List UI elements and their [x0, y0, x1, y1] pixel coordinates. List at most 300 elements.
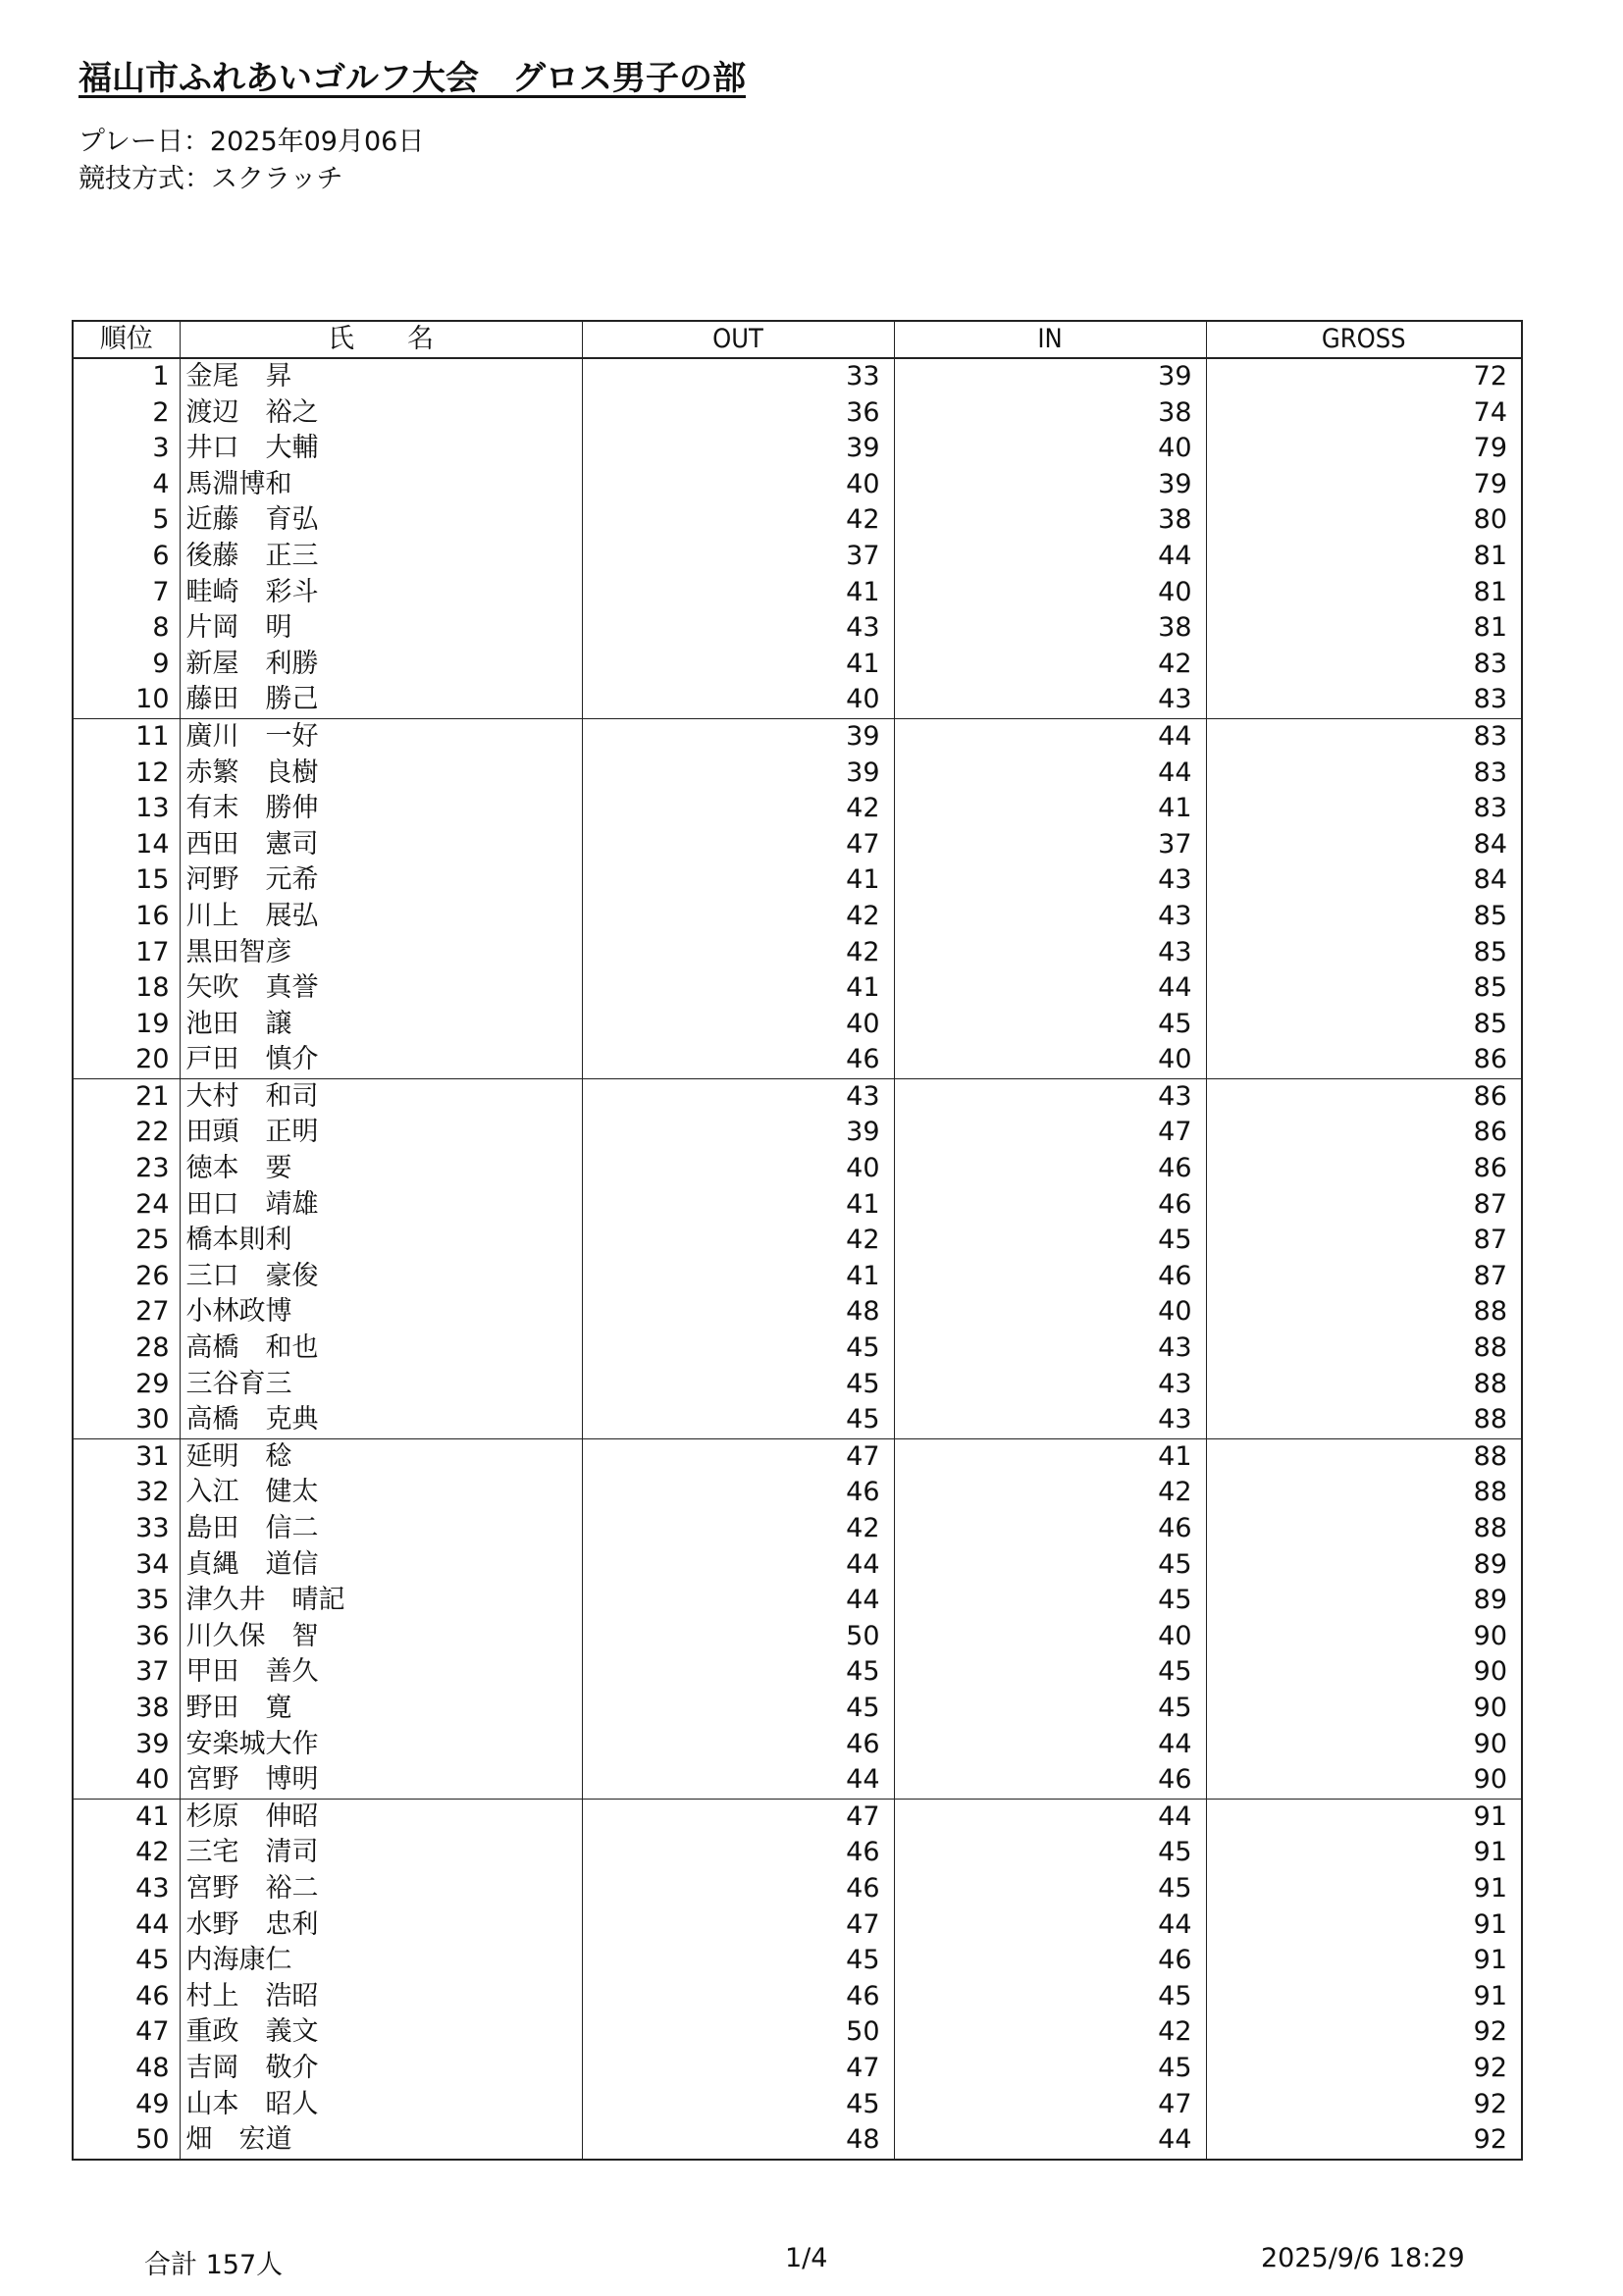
cell-rank: 23: [73, 1151, 180, 1187]
cell-name: 宮野 裕二: [180, 1871, 582, 1907]
cell-name: 畦崎 彩斗: [180, 575, 582, 611]
cell-out: 50: [582, 2014, 894, 2051]
cell-name: 小林政博: [180, 1294, 582, 1331]
cell-rank: 22: [73, 1115, 180, 1151]
table-row: [73, 1259, 1522, 1295]
cell-out: 40: [582, 1007, 894, 1043]
cell-name: 近藤 育弘: [180, 502, 582, 539]
cell-gross: 84: [1206, 827, 1522, 863]
cell-gross: 72: [1206, 358, 1522, 395]
cell-name: 大村 和司: [180, 1078, 582, 1115]
cell-name: 重政 義文: [180, 2014, 582, 2051]
cell-gross: 81: [1206, 575, 1522, 611]
table-row: [73, 1799, 1522, 1835]
cell-name: 延明 稔: [180, 1438, 582, 1475]
table-header-row: [73, 321, 1522, 358]
cell-in: 38: [894, 610, 1206, 647]
table-row: [73, 827, 1522, 863]
cell-gross: 83: [1206, 647, 1522, 683]
cell-name: 河野 元希: [180, 862, 582, 899]
table-row: [73, 899, 1522, 935]
cell-out: 45: [582, 2087, 894, 2123]
cell-name: 片岡 明: [180, 610, 582, 647]
table-row: [73, 1115, 1522, 1151]
cell-in: 46: [894, 1151, 1206, 1187]
cell-in: 45: [894, 1654, 1206, 1691]
cell-name: 甲田 善久: [180, 1654, 582, 1691]
cell-name: 黒田智彦: [180, 935, 582, 971]
cell-rank: 24: [73, 1187, 180, 1224]
cell-out: 45: [582, 1402, 894, 1438]
cell-out: 33: [582, 358, 894, 395]
cell-rank: 50: [73, 2122, 180, 2160]
cell-in: 40: [894, 1294, 1206, 1331]
cell-out: 43: [582, 1078, 894, 1115]
document-title: 福山市ふれあいゴルフ大会 グロス男子の部: [79, 59, 746, 98]
cell-in: 38: [894, 502, 1206, 539]
cell-rank: 30: [73, 1402, 180, 1438]
cell-name: 渡辺 裕之: [180, 395, 582, 432]
cell-rank: 7: [73, 575, 180, 611]
cell-rank: 49: [73, 2087, 180, 2123]
cell-in: 37: [894, 827, 1206, 863]
cell-gross: 87: [1206, 1259, 1522, 1295]
cell-in: 43: [894, 1367, 1206, 1403]
cell-rank: 29: [73, 1367, 180, 1403]
cell-gross: 91: [1206, 1907, 1522, 1944]
cell-gross: 79: [1206, 431, 1522, 467]
cell-rank: 33: [73, 1511, 180, 1547]
cell-rank: 25: [73, 1223, 180, 1259]
cell-in: 44: [894, 1907, 1206, 1944]
cell-gross: 91: [1206, 1835, 1522, 1871]
table-row: [73, 610, 1522, 647]
table-row: [73, 970, 1522, 1007]
cell-out: 41: [582, 1187, 894, 1224]
table-row: [73, 935, 1522, 971]
cell-gross: 87: [1206, 1223, 1522, 1259]
page-number: 1/4: [785, 2243, 828, 2273]
cell-out: 47: [582, 2051, 894, 2087]
cell-name: 池田 譲: [180, 1007, 582, 1043]
cell-out: 41: [582, 970, 894, 1007]
cell-gross: 88: [1206, 1331, 1522, 1367]
table-row: [73, 1762, 1522, 1799]
table-row: [73, 1367, 1522, 1403]
header-name: 氏 名: [180, 321, 582, 358]
cell-name: 内海康仁: [180, 1943, 582, 1979]
cell-out: 50: [582, 1619, 894, 1655]
cell-rank: 26: [73, 1259, 180, 1295]
cell-rank: 8: [73, 610, 180, 647]
cell-name: 高橋 克典: [180, 1402, 582, 1438]
cell-gross: 90: [1206, 1691, 1522, 1727]
cell-rank: 9: [73, 647, 180, 683]
cell-out: 42: [582, 935, 894, 971]
cell-in: 40: [894, 1619, 1206, 1655]
cell-gross: 90: [1206, 1762, 1522, 1799]
cell-gross: 79: [1206, 467, 1522, 503]
table-row: [73, 682, 1522, 718]
cell-rank: 2: [73, 395, 180, 432]
cell-gross: 91: [1206, 1943, 1522, 1979]
cell-name: 西田 憲司: [180, 827, 582, 863]
cell-in: 42: [894, 1475, 1206, 1511]
cell-rank: 39: [73, 1727, 180, 1763]
cell-name: 野田 寛: [180, 1691, 582, 1727]
table-row: [73, 2051, 1522, 2087]
cell-rank: 20: [73, 1042, 180, 1078]
cell-name: 山本 昭人: [180, 2087, 582, 2123]
cell-in: 40: [894, 1042, 1206, 1078]
cell-gross: 88: [1206, 1438, 1522, 1475]
cell-out: 47: [582, 827, 894, 863]
cell-name: 杉原 伸昭: [180, 1799, 582, 1835]
cell-name: 田口 靖雄: [180, 1187, 582, 1224]
cell-out: 46: [582, 1871, 894, 1907]
table-row: [73, 539, 1522, 575]
cell-name: 徳本 要: [180, 1151, 582, 1187]
cell-in: 46: [894, 1943, 1206, 1979]
cell-rank: 42: [73, 1835, 180, 1871]
cell-in: 44: [894, 539, 1206, 575]
cell-name: 安楽城大作: [180, 1727, 582, 1763]
cell-rank: 32: [73, 1475, 180, 1511]
cell-gross: 83: [1206, 791, 1522, 827]
cell-gross: 88: [1206, 1402, 1522, 1438]
cell-out: 46: [582, 1979, 894, 2015]
cell-out: 42: [582, 1511, 894, 1547]
cell-in: 43: [894, 935, 1206, 971]
cell-gross: 84: [1206, 862, 1522, 899]
cell-in: 40: [894, 431, 1206, 467]
table-row: [73, 2014, 1522, 2051]
cell-gross: 80: [1206, 502, 1522, 539]
cell-out: 41: [582, 862, 894, 899]
cell-rank: 18: [73, 970, 180, 1007]
cell-name: 金尾 昇: [180, 358, 582, 395]
cell-rank: 37: [73, 1654, 180, 1691]
cell-name: 三宅 清司: [180, 1835, 582, 1871]
results-table: [72, 320, 1523, 2161]
cell-name: 赤繁 良樹: [180, 756, 582, 792]
cell-gross: 85: [1206, 970, 1522, 1007]
table-row: [73, 2122, 1522, 2160]
cell-name: 矢吹 真誉: [180, 970, 582, 1007]
cell-in: 45: [894, 1007, 1206, 1043]
cell-out: 46: [582, 1475, 894, 1511]
table-row: [73, 1691, 1522, 1727]
cell-rank: 28: [73, 1331, 180, 1367]
cell-out: 41: [582, 1259, 894, 1295]
table-row: [73, 1331, 1522, 1367]
cell-gross: 89: [1206, 1547, 1522, 1584]
cell-in: 44: [894, 718, 1206, 755]
cell-name: 馬淵博和: [180, 467, 582, 503]
table-row: [73, 1007, 1522, 1043]
cell-in: 39: [894, 467, 1206, 503]
cell-in: 38: [894, 395, 1206, 432]
cell-gross: 92: [1206, 2122, 1522, 2160]
cell-name: 畑 宏道: [180, 2122, 582, 2160]
table-row: [73, 1438, 1522, 1475]
cell-out: 45: [582, 1367, 894, 1403]
cell-in: 42: [894, 2014, 1206, 2051]
cell-out: 42: [582, 1223, 894, 1259]
cell-name: 田頭 正明: [180, 1115, 582, 1151]
cell-gross: 88: [1206, 1475, 1522, 1511]
cell-out: 41: [582, 575, 894, 611]
table-row: [73, 1727, 1522, 1763]
cell-gross: 88: [1206, 1367, 1522, 1403]
cell-gross: 92: [1206, 2087, 1522, 2123]
table-row: [73, 647, 1522, 683]
cell-out: 46: [582, 1727, 894, 1763]
cell-name: 吉岡 敬介: [180, 2051, 582, 2087]
cell-out: 40: [582, 467, 894, 503]
table-row: [73, 2087, 1522, 2123]
cell-name: 廣川 一好: [180, 718, 582, 755]
header-gross: GROSS: [1206, 321, 1522, 358]
table-row: [73, 1078, 1522, 1115]
cell-rank: 27: [73, 1294, 180, 1331]
cell-name: 新屋 利勝: [180, 647, 582, 683]
cell-gross: 88: [1206, 1294, 1522, 1331]
table-row: [73, 1583, 1522, 1619]
table-row: [73, 1223, 1522, 1259]
cell-gross: 83: [1206, 756, 1522, 792]
cell-in: 39: [894, 358, 1206, 395]
cell-rank: 41: [73, 1799, 180, 1835]
competition-format: 競技方式：スクラッチ: [79, 164, 343, 194]
cell-rank: 3: [73, 431, 180, 467]
table-row: [73, 358, 1522, 395]
cell-rank: 5: [73, 502, 180, 539]
table-row: [73, 1151, 1522, 1187]
cell-gross: 92: [1206, 2051, 1522, 2087]
cell-out: 41: [582, 647, 894, 683]
cell-in: 45: [894, 2051, 1206, 2087]
cell-gross: 90: [1206, 1619, 1522, 1655]
cell-out: 36: [582, 395, 894, 432]
cell-in: 44: [894, 1799, 1206, 1835]
cell-out: 42: [582, 791, 894, 827]
header-out: OUT: [582, 321, 894, 358]
cell-in: 45: [894, 1223, 1206, 1259]
table-row: [73, 1475, 1522, 1511]
cell-out: 47: [582, 1799, 894, 1835]
cell-out: 48: [582, 1294, 894, 1331]
cell-rank: 21: [73, 1078, 180, 1115]
table-row: [73, 395, 1522, 432]
cell-name: 三口 豪俊: [180, 1259, 582, 1295]
cell-gross: 90: [1206, 1654, 1522, 1691]
table-row: [73, 862, 1522, 899]
table-row: [73, 1979, 1522, 2015]
cell-in: 45: [894, 1583, 1206, 1619]
cell-rank: 12: [73, 756, 180, 792]
cell-gross: 91: [1206, 1799, 1522, 1835]
cell-name: 村上 浩昭: [180, 1979, 582, 2015]
cell-gross: 74: [1206, 395, 1522, 432]
cell-gross: 81: [1206, 539, 1522, 575]
cell-out: 45: [582, 1654, 894, 1691]
cell-out: 44: [582, 1547, 894, 1584]
results-body: [73, 358, 1522, 2160]
cell-rank: 13: [73, 791, 180, 827]
cell-in: 47: [894, 2087, 1206, 2123]
cell-rank: 10: [73, 682, 180, 718]
cell-name: 戸田 慎介: [180, 1042, 582, 1078]
cell-in: 45: [894, 1835, 1206, 1871]
cell-out: 47: [582, 1907, 894, 1944]
cell-out: 45: [582, 1691, 894, 1727]
cell-name: 三谷育三: [180, 1367, 582, 1403]
cell-in: 41: [894, 791, 1206, 827]
cell-in: 46: [894, 1259, 1206, 1295]
cell-in: 40: [894, 575, 1206, 611]
header-rank: 順位: [73, 321, 180, 358]
cell-gross: 83: [1206, 718, 1522, 755]
cell-out: 37: [582, 539, 894, 575]
cell-in: 47: [894, 1115, 1206, 1151]
cell-gross: 88: [1206, 1511, 1522, 1547]
cell-in: 46: [894, 1511, 1206, 1547]
table-row: [73, 467, 1522, 503]
cell-name: 島田 信二: [180, 1511, 582, 1547]
cell-out: 44: [582, 1762, 894, 1799]
cell-name: 水野 忠利: [180, 1907, 582, 1944]
cell-in: 43: [894, 1331, 1206, 1367]
cell-in: 46: [894, 1762, 1206, 1799]
cell-name: 井口 大輔: [180, 431, 582, 467]
header-in: IN: [894, 321, 1206, 358]
cell-gross: 85: [1206, 899, 1522, 935]
table-row: [73, 1042, 1522, 1078]
cell-name: 高橋 和也: [180, 1331, 582, 1367]
cell-name: 入江 健太: [180, 1475, 582, 1511]
cell-out: 40: [582, 682, 894, 718]
table-row: [73, 1907, 1522, 1944]
table-row: [73, 502, 1522, 539]
table-row: [73, 756, 1522, 792]
cell-out: 45: [582, 1943, 894, 1979]
cell-gross: 86: [1206, 1042, 1522, 1078]
cell-gross: 85: [1206, 935, 1522, 971]
cell-name: 後藤 正三: [180, 539, 582, 575]
cell-rank: 16: [73, 899, 180, 935]
table-row: [73, 718, 1522, 755]
cell-in: 43: [894, 1402, 1206, 1438]
cell-in: 44: [894, 970, 1206, 1007]
cell-out: 48: [582, 2122, 894, 2160]
cell-name: 川上 展弘: [180, 899, 582, 935]
cell-in: 46: [894, 1187, 1206, 1224]
table-row: [73, 791, 1522, 827]
cell-in: 43: [894, 682, 1206, 718]
table-row: [73, 1511, 1522, 1547]
cell-in: 42: [894, 647, 1206, 683]
cell-out: 39: [582, 1115, 894, 1151]
cell-out: 39: [582, 756, 894, 792]
cell-rank: 43: [73, 1871, 180, 1907]
cell-out: 45: [582, 1331, 894, 1367]
cell-in: 45: [894, 1979, 1206, 2015]
table-row: [73, 575, 1522, 611]
cell-name: 川久保 智: [180, 1619, 582, 1655]
cell-out: 39: [582, 718, 894, 755]
cell-rank: 35: [73, 1583, 180, 1619]
table-row: [73, 1402, 1522, 1438]
table-row: [73, 1871, 1522, 1907]
cell-out: 46: [582, 1042, 894, 1078]
table-row: [73, 1294, 1522, 1331]
cell-rank: 6: [73, 539, 180, 575]
table-row: [73, 1187, 1522, 1224]
cell-rank: 38: [73, 1691, 180, 1727]
cell-name: 貞縄 道信: [180, 1547, 582, 1584]
table-row: [73, 431, 1522, 467]
cell-gross: 92: [1206, 2014, 1522, 2051]
cell-rank: 36: [73, 1619, 180, 1655]
cell-out: 42: [582, 899, 894, 935]
cell-gross: 86: [1206, 1115, 1522, 1151]
cell-name: 宮野 博明: [180, 1762, 582, 1799]
cell-gross: 81: [1206, 610, 1522, 647]
cell-rank: 1: [73, 358, 180, 395]
cell-name: 橋本則利: [180, 1223, 582, 1259]
cell-rank: 40: [73, 1762, 180, 1799]
cell-out: 47: [582, 1438, 894, 1475]
cell-out: 43: [582, 610, 894, 647]
cell-gross: 91: [1206, 1979, 1522, 2015]
table-row: [73, 1654, 1522, 1691]
cell-name: 藤田 勝己: [180, 682, 582, 718]
cell-gross: 91: [1206, 1871, 1522, 1907]
cell-rank: 46: [73, 1979, 180, 2015]
cell-in: 41: [894, 1438, 1206, 1475]
cell-out: 42: [582, 502, 894, 539]
cell-rank: 44: [73, 1907, 180, 1944]
cell-rank: 11: [73, 718, 180, 755]
cell-rank: 34: [73, 1547, 180, 1584]
table-row: [73, 1547, 1522, 1584]
cell-rank: 45: [73, 1943, 180, 1979]
table-row: [73, 1835, 1522, 1871]
cell-in: 45: [894, 1871, 1206, 1907]
cell-in: 45: [894, 1547, 1206, 1584]
cell-rank: 14: [73, 827, 180, 863]
cell-rank: 31: [73, 1438, 180, 1475]
cell-rank: 4: [73, 467, 180, 503]
cell-out: 46: [582, 1835, 894, 1871]
participant-total: 合計 157人: [144, 2250, 284, 2280]
cell-in: 44: [894, 756, 1206, 792]
cell-in: 45: [894, 1691, 1206, 1727]
cell-name: 有末 勝伸: [180, 791, 582, 827]
cell-rank: 15: [73, 862, 180, 899]
cell-in: 43: [894, 899, 1206, 935]
cell-in: 43: [894, 1078, 1206, 1115]
cell-gross: 87: [1206, 1187, 1522, 1224]
cell-rank: 19: [73, 1007, 180, 1043]
table-row: [73, 1619, 1522, 1655]
cell-gross: 89: [1206, 1583, 1522, 1619]
cell-out: 40: [582, 1151, 894, 1187]
cell-rank: 17: [73, 935, 180, 971]
cell-out: 39: [582, 431, 894, 467]
cell-in: 43: [894, 862, 1206, 899]
